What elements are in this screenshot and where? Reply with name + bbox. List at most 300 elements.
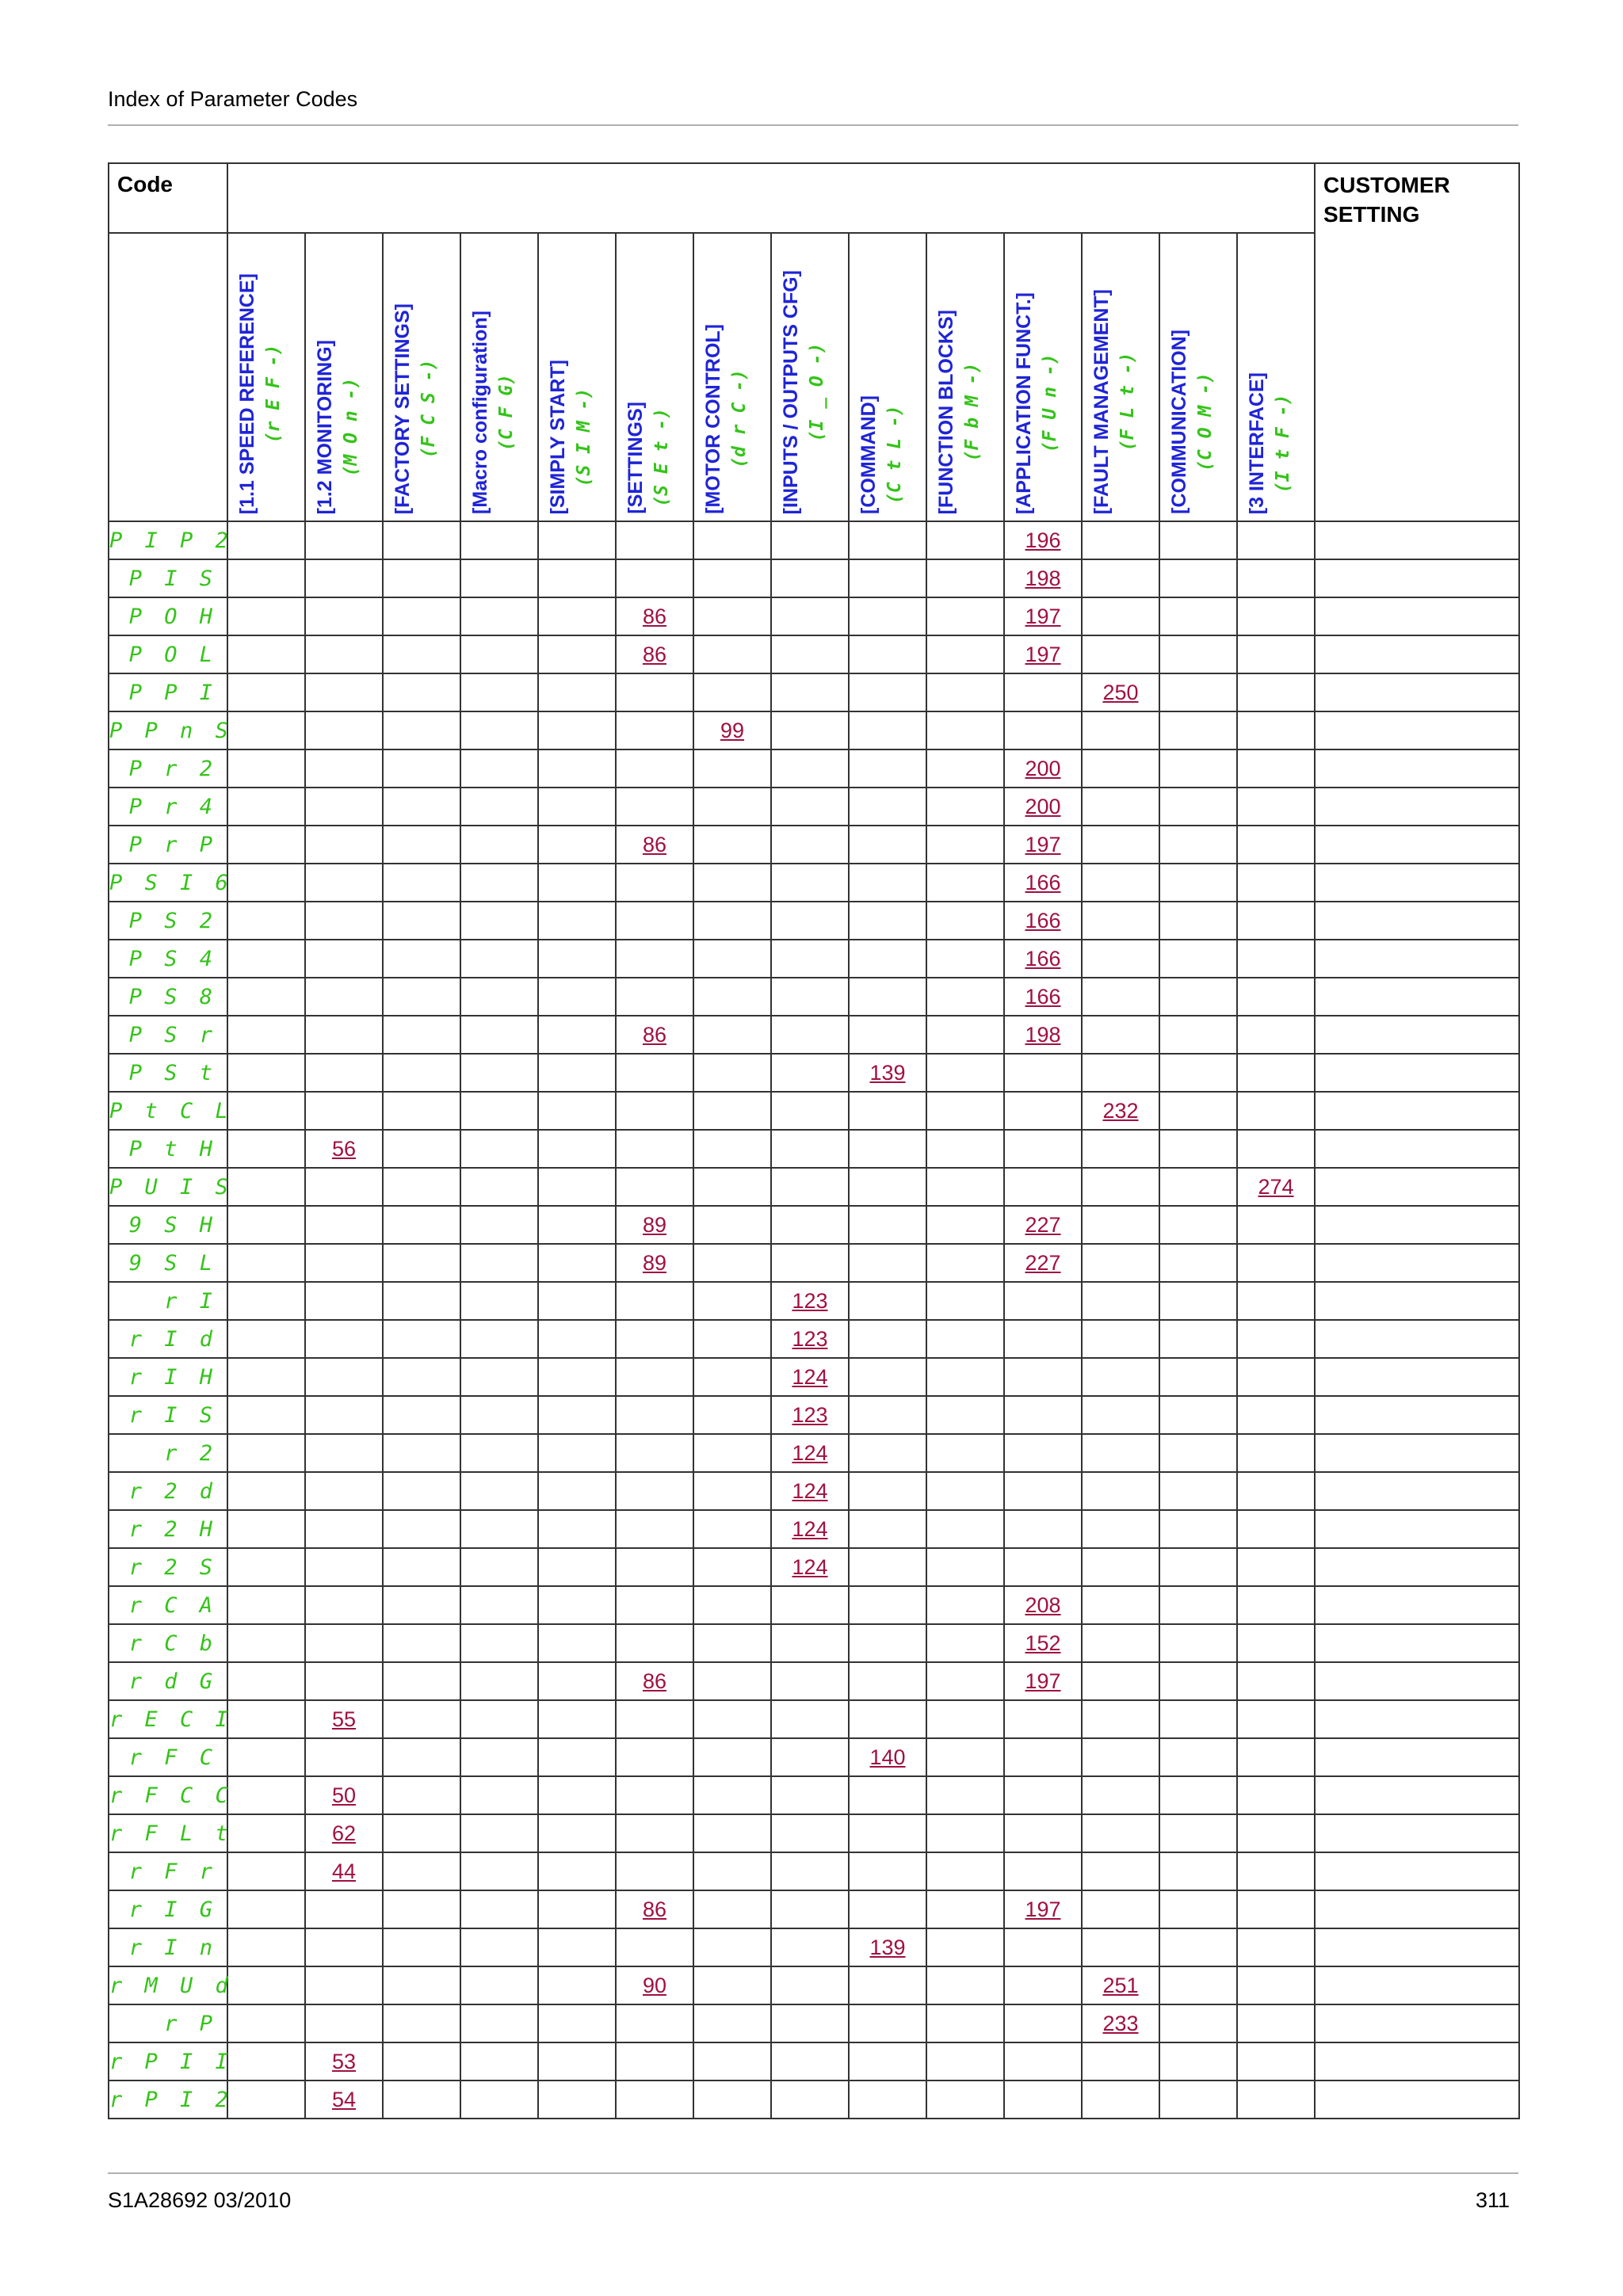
page-reference-link[interactable]: 86 [642, 642, 667, 666]
table-row [109, 1396, 1519, 1434]
customer-setting-cell [1315, 1396, 1519, 1434]
page-ref-cell [227, 2081, 305, 2119]
page-ref-cell [771, 826, 849, 864]
page-ref-cell [771, 2081, 849, 2119]
customer-setting-cell [1315, 1700, 1519, 1738]
page-ref-cell [616, 1206, 693, 1244]
page-ref-cell [616, 1966, 693, 2004]
page-ref-cell [383, 902, 460, 940]
page-ref-cell [693, 940, 771, 978]
page-ref-cell [460, 1244, 538, 1282]
table-row [109, 1852, 1519, 1890]
page-ref-cell [1004, 673, 1082, 711]
page-reference-link[interactable]: 197 [1025, 1669, 1061, 1693]
table-row [109, 1054, 1519, 1092]
code-column-subheader [109, 233, 227, 521]
page-ref-cell [383, 1776, 460, 1814]
page-ref-cell [1004, 1168, 1082, 1206]
page-ref-cell [616, 635, 693, 673]
page-reference-link[interactable]: 139 [869, 1935, 906, 1959]
page-reference-link[interactable]: 86 [642, 604, 667, 628]
parameter-code: P t C L [109, 1092, 227, 1130]
page-ref-cell [1159, 1624, 1237, 1662]
page-ref-cell [1159, 521, 1237, 559]
page-ref-cell [460, 1434, 538, 1472]
page-reference-link[interactable]: 166 [1025, 946, 1061, 971]
page-reference-link[interactable]: 198 [1025, 566, 1061, 590]
page-ref-cell [227, 1244, 305, 1282]
page-ref-cell [616, 1662, 693, 1700]
page-ref-cell [538, 1472, 616, 1510]
page-reference-link[interactable]: 197 [1025, 642, 1061, 666]
footer-doc-reference: S1A28692 03/2010 [108, 2188, 292, 2212]
page-reference-link[interactable]: 56 [331, 1136, 357, 1161]
page-ref-cell [305, 1244, 383, 1282]
page-ref-cell [227, 1776, 305, 1814]
page-ref-cell [1082, 1282, 1159, 1320]
page-ref-cell [849, 788, 926, 826]
page-reference-link[interactable]: 166 [1025, 984, 1061, 1009]
page-reference-link[interactable]: 124 [792, 1364, 828, 1389]
page-ref-cell [460, 521, 538, 559]
page-ref-cell [460, 1282, 538, 1320]
page-ref-cell [383, 1738, 460, 1776]
parameter-code: P S 4 [109, 940, 227, 978]
page-ref-cell [383, 826, 460, 864]
page-reference-link[interactable]: 50 [331, 1783, 357, 1807]
page-reference-link[interactable]: 44 [331, 1859, 357, 1883]
page-reference-link[interactable]: 123 [792, 1402, 828, 1427]
table-row [109, 1738, 1519, 1776]
page-ref-cell [1159, 788, 1237, 826]
customer-setting-cell [1315, 1776, 1519, 1814]
page-ref-cell [693, 1206, 771, 1244]
page-ref-cell [383, 1054, 460, 1092]
parameter-code: r I n [109, 1928, 227, 1966]
page-ref-cell [616, 902, 693, 940]
page-ref-cell [305, 1548, 383, 1586]
parameter-code: r 2 H [109, 1510, 227, 1548]
page-reference-link[interactable]: 152 [1025, 1630, 1061, 1655]
parameter-code: r M U d [109, 1966, 227, 2004]
page-ref-cell [771, 788, 849, 826]
page-ref-cell [1004, 2042, 1082, 2081]
page-ref-cell [1004, 978, 1082, 1016]
page-reference-link[interactable]: 124 [792, 1516, 828, 1541]
page-ref-cell [538, 1852, 616, 1890]
page-ref-cell [538, 978, 616, 1016]
parameter-code: P t H [109, 1130, 227, 1168]
menu-column-title: [INPUTS / OUTPUTS CFG] [780, 269, 802, 514]
parameter-code: P S I 6 [109, 864, 227, 902]
page-ref-cell [1159, 2081, 1237, 2119]
table-row [109, 1168, 1519, 1206]
page-ref-cell [616, 1814, 693, 1852]
page-ref-cell [538, 1928, 616, 1966]
page-ref-cell [1004, 1814, 1082, 1852]
page-ref-cell [1004, 1852, 1082, 1890]
page-ref-cell [771, 673, 849, 711]
page-ref-cell [1004, 1016, 1082, 1054]
page-ref-cell [1082, 711, 1159, 749]
page-ref-cell [693, 1054, 771, 1092]
table-row [109, 1092, 1519, 1130]
page-ref-cell [538, 1206, 616, 1244]
page-ref-cell [538, 1168, 616, 1206]
page-ref-cell [616, 826, 693, 864]
page-ref-cell [1159, 978, 1237, 1016]
page-ref-cell [460, 1396, 538, 1434]
page-ref-cell [926, 1244, 1004, 1282]
page-reference-link[interactable]: 232 [1102, 1098, 1139, 1123]
page-ref-cell [926, 940, 1004, 978]
page-ref-cell [305, 749, 383, 788]
page-ref-cell [227, 749, 305, 788]
page-ref-cell [460, 2042, 538, 2081]
menu-column-title: [COMMUNICATION] [1168, 330, 1190, 514]
page-reference-link[interactable]: 55 [331, 1707, 357, 1731]
page-ref-cell [849, 559, 926, 597]
parameter-index-table [108, 162, 1520, 2119]
page-ref-cell [383, 559, 460, 597]
page-ref-cell [305, 1282, 383, 1320]
page-ref-cell [538, 521, 616, 559]
page-ref-cell [227, 1928, 305, 1966]
page-ref-cell [1159, 635, 1237, 673]
page-reference-link[interactable]: 123 [792, 1326, 828, 1351]
page-ref-cell [771, 1396, 849, 1434]
page-ref-cell [1082, 597, 1159, 635]
page-ref-cell [693, 2042, 771, 2081]
page-reference-link[interactable]: 197 [1025, 604, 1061, 628]
page-ref-cell [383, 2081, 460, 2119]
menu-column-title: [FUNCTION BLOCKS] [935, 309, 957, 514]
table-row [109, 1358, 1519, 1396]
table-row [109, 864, 1519, 902]
page-ref-cell [849, 1510, 926, 1548]
page-ref-cell [771, 1092, 849, 1130]
page-ref-cell [1237, 2004, 1315, 2042]
page-ref-cell [693, 1510, 771, 1548]
parameter-code: r I S [109, 1396, 227, 1434]
menu-column-header [1082, 233, 1159, 521]
page-ref-cell [849, 1016, 926, 1054]
customer-setting-cell [1315, 1054, 1519, 1092]
page-ref-cell [616, 1700, 693, 1738]
customer-setting-cell [1315, 978, 1519, 1016]
menu-column-header [616, 233, 693, 521]
page-reference-link[interactable]: 208 [1025, 1592, 1061, 1617]
page-reference-link[interactable]: 99 [720, 718, 745, 742]
page-ref-cell [383, 1966, 460, 2004]
menu-column-code: (M O n -) [341, 377, 361, 477]
page-ref-cell [227, 1396, 305, 1434]
page-ref-cell [460, 2081, 538, 2119]
page-ref-cell [227, 1662, 305, 1700]
page-ref-cell [926, 2081, 1004, 2119]
page-ref-cell [849, 1890, 926, 1928]
page-ref-cell [693, 597, 771, 635]
page-ref-cell [771, 1130, 849, 1168]
code-column-header: Code [109, 163, 227, 233]
parameter-code: r P [109, 2004, 227, 2042]
page-ref-cell [1082, 978, 1159, 1016]
page-ref-cell [616, 1586, 693, 1624]
customer-setting-cell [1315, 1206, 1519, 1244]
table-row [109, 1434, 1519, 1472]
page-ref-cell [771, 559, 849, 597]
page-ref-cell [538, 1282, 616, 1320]
page-ref-cell [1237, 1168, 1315, 1206]
page-ref-cell [926, 826, 1004, 864]
parameter-code: P r P [109, 826, 227, 864]
customer-setting-cell [1315, 1320, 1519, 1358]
page-ref-cell [771, 1358, 849, 1396]
page-ref-cell [460, 635, 538, 673]
page-ref-cell [460, 749, 538, 788]
page-reference-link[interactable]: 89 [642, 1212, 667, 1237]
page-ref-cell [383, 788, 460, 826]
page-ref-cell [305, 1016, 383, 1054]
page-ref-cell [1159, 1130, 1237, 1168]
page-ref-cell [305, 1624, 383, 1662]
page-ref-cell [538, 902, 616, 940]
parameter-code: P O H [109, 597, 227, 635]
page-ref-cell [1004, 1890, 1082, 1928]
page-reference-link[interactable]: 251 [1102, 1973, 1139, 1997]
page-ref-cell [1159, 1282, 1237, 1320]
page-ref-cell [538, 1092, 616, 1130]
page-reference-link[interactable]: 123 [792, 1288, 828, 1313]
page-ref-cell [460, 2004, 538, 2042]
page-reference-link[interactable]: 198 [1025, 1022, 1061, 1047]
page-ref-cell [1082, 1890, 1159, 1928]
page-reference-link[interactable]: 166 [1025, 870, 1061, 894]
page-ref-cell [305, 1168, 383, 1206]
page-ref-cell [227, 1738, 305, 1776]
page-reference-link[interactable]: 53 [331, 2049, 357, 2073]
page-ref-cell [849, 1738, 926, 1776]
page-ref-cell [1082, 521, 1159, 559]
page-ref-cell [1159, 597, 1237, 635]
page-ref-cell [926, 1092, 1004, 1130]
page-ref-cell [1159, 864, 1237, 902]
customer-setting-cell [1315, 902, 1519, 940]
page-ref-cell [849, 1548, 926, 1586]
menu-column-header [849, 233, 926, 521]
page-ref-cell [616, 1928, 693, 1966]
customer-setting-cell [1315, 826, 1519, 864]
page-ref-cell [616, 1624, 693, 1662]
page-reference-link[interactable]: 250 [1102, 680, 1139, 704]
page-ref-cell [616, 1358, 693, 1396]
page-ref-cell [1237, 1966, 1315, 2004]
table-row [109, 1624, 1519, 1662]
page-ref-cell [926, 1510, 1004, 1548]
page-ref-cell [616, 788, 693, 826]
page-ref-cell [771, 978, 849, 1016]
page-ref-cell [227, 940, 305, 978]
page-ref-cell [771, 1890, 849, 1928]
page-ref-cell [1237, 1396, 1315, 1434]
page-ref-cell [616, 1472, 693, 1510]
page-reference-link[interactable]: 197 [1025, 832, 1061, 856]
page-ref-cell [1082, 1320, 1159, 1358]
page-ref-cell [383, 1510, 460, 1548]
page-ref-cell [926, 1852, 1004, 1890]
page-ref-cell [771, 1814, 849, 1852]
page-ref-cell [227, 1168, 305, 1206]
page-ref-cell [538, 1966, 616, 2004]
page-ref-cell [849, 1472, 926, 1510]
page-ref-cell [1159, 2004, 1237, 2042]
page-ref-cell [227, 1510, 305, 1548]
page-ref-cell [693, 1396, 771, 1434]
page-ref-cell [227, 826, 305, 864]
page-ref-cell [616, 673, 693, 711]
page-ref-cell [771, 1054, 849, 1092]
page-ref-cell [227, 864, 305, 902]
page-ref-cell [1159, 1738, 1237, 1776]
page-reference-link[interactable]: 62 [331, 1821, 357, 1845]
page-ref-cell [383, 635, 460, 673]
page-reference-link[interactable]: 200 [1025, 756, 1061, 780]
page-ref-cell [305, 2004, 383, 2042]
page-ref-cell [460, 1054, 538, 1092]
page-reference-link[interactable]: 124 [792, 1440, 828, 1465]
page-ref-cell [771, 635, 849, 673]
page-ref-cell [383, 1282, 460, 1320]
page-ref-cell [1159, 1700, 1237, 1738]
page-ref-cell [616, 940, 693, 978]
page-ref-cell [926, 597, 1004, 635]
page-ref-cell [460, 940, 538, 978]
page-ref-cell [926, 1472, 1004, 1510]
page-ref-cell [693, 1738, 771, 1776]
page-ref-cell [926, 749, 1004, 788]
page-ref-cell [1237, 940, 1315, 978]
page-ref-cell [460, 1168, 538, 1206]
page-ref-cell [1082, 1092, 1159, 1130]
parameter-code: r I G [109, 1890, 227, 1928]
page-ref-cell [849, 1700, 926, 1738]
page-ref-cell [383, 1092, 460, 1130]
page-ref-cell [538, 597, 616, 635]
page-ref-cell [383, 1016, 460, 1054]
page-ref-cell [383, 2004, 460, 2042]
page-reference-link[interactable]: 86 [642, 1022, 667, 1047]
page-reference-link[interactable]: 124 [792, 1478, 828, 1503]
menu-column-title: [Macro configuration] [469, 311, 491, 514]
page-ref-cell [616, 864, 693, 902]
page-ref-cell [460, 1662, 538, 1700]
page-ref-cell [616, 1890, 693, 1928]
page-reference-link[interactable]: 86 [642, 1669, 667, 1693]
page-ref-cell [693, 1624, 771, 1662]
page-reference-link[interactable]: 139 [869, 1060, 906, 1085]
table-row [109, 1130, 1519, 1168]
page-ref-cell [849, 597, 926, 635]
page-ref-cell [1082, 2042, 1159, 2081]
page-ref-cell [616, 597, 693, 635]
page-reference-link[interactable]: 200 [1025, 794, 1061, 818]
page-ref-cell [383, 1168, 460, 1206]
page-reference-link[interactable]: 227 [1025, 1250, 1061, 1275]
page-ref-cell [1082, 1016, 1159, 1054]
table-row [109, 940, 1519, 978]
page-ref-cell [1237, 1852, 1315, 1890]
page-ref-cell [1082, 1510, 1159, 1548]
page-ref-cell [771, 940, 849, 978]
customer-setting-cell [1315, 1814, 1519, 1852]
page-ref-cell [1082, 1700, 1159, 1738]
page-ref-cell [1159, 826, 1237, 864]
page-reference-link[interactable]: 124 [792, 1554, 828, 1579]
page-ref-cell [305, 940, 383, 978]
page-ref-cell [771, 597, 849, 635]
page-ref-cell [1159, 902, 1237, 940]
page-ref-cell [538, 1510, 616, 1548]
page-reference-link[interactable]: 227 [1025, 1212, 1061, 1237]
page-ref-cell [693, 1168, 771, 1206]
page-ref-cell [305, 1320, 383, 1358]
page-ref-cell [1159, 1244, 1237, 1282]
customer-setting-cell [1315, 521, 1519, 559]
page-ref-cell [538, 1396, 616, 1434]
page-ref-cell [1237, 1700, 1315, 1738]
menu-column-header [693, 233, 771, 521]
page-ref-cell [305, 902, 383, 940]
page-ref-cell [849, 1244, 926, 1282]
page-reference-link[interactable]: 233 [1102, 2011, 1139, 2035]
page-reference-link[interactable]: 166 [1025, 908, 1061, 933]
page-ref-cell [616, 1396, 693, 1434]
page-ref-cell [849, 940, 926, 978]
page-ref-cell [771, 1776, 849, 1814]
page-reference-link[interactable]: 90 [642, 1973, 667, 1997]
page-ref-cell [849, 635, 926, 673]
page-reference-link[interactable]: 274 [1258, 1174, 1294, 1199]
page-ref-cell [1082, 1130, 1159, 1168]
page-ref-cell [383, 1586, 460, 1624]
page-ref-cell [1004, 1130, 1082, 1168]
page-ref-cell [1004, 1396, 1082, 1434]
page-ref-cell [1237, 1130, 1315, 1168]
page-ref-cell [1082, 1168, 1159, 1206]
customer-setting-cell [1315, 1966, 1519, 2004]
page-ref-cell [849, 1054, 926, 1092]
page-reference-link[interactable]: 197 [1025, 1897, 1061, 1921]
page-ref-cell [1082, 940, 1159, 978]
page-ref-cell [383, 2042, 460, 2081]
page-ref-cell [693, 1016, 771, 1054]
page-ref-cell [1082, 2081, 1159, 2119]
page-reference-link[interactable]: 140 [869, 1745, 906, 1769]
page-ref-cell [305, 1054, 383, 1092]
page-ref-cell [1004, 1700, 1082, 1738]
page-reference-link[interactable]: 196 [1025, 528, 1061, 552]
parameter-code: r 2 [109, 1434, 227, 1472]
page-reference-link[interactable]: 86 [642, 1897, 667, 1921]
page-reference-link[interactable]: 86 [642, 832, 667, 856]
page-reference-link[interactable]: 89 [642, 1250, 667, 1275]
menu-column-header [1237, 233, 1315, 521]
page-ref-cell [305, 1700, 383, 1738]
page-ref-cell [1237, 1434, 1315, 1472]
page-ref-cell [616, 2042, 693, 2081]
menu-column-code: (I _ O -) [807, 342, 827, 442]
page-reference-link[interactable]: 54 [331, 2087, 357, 2111]
